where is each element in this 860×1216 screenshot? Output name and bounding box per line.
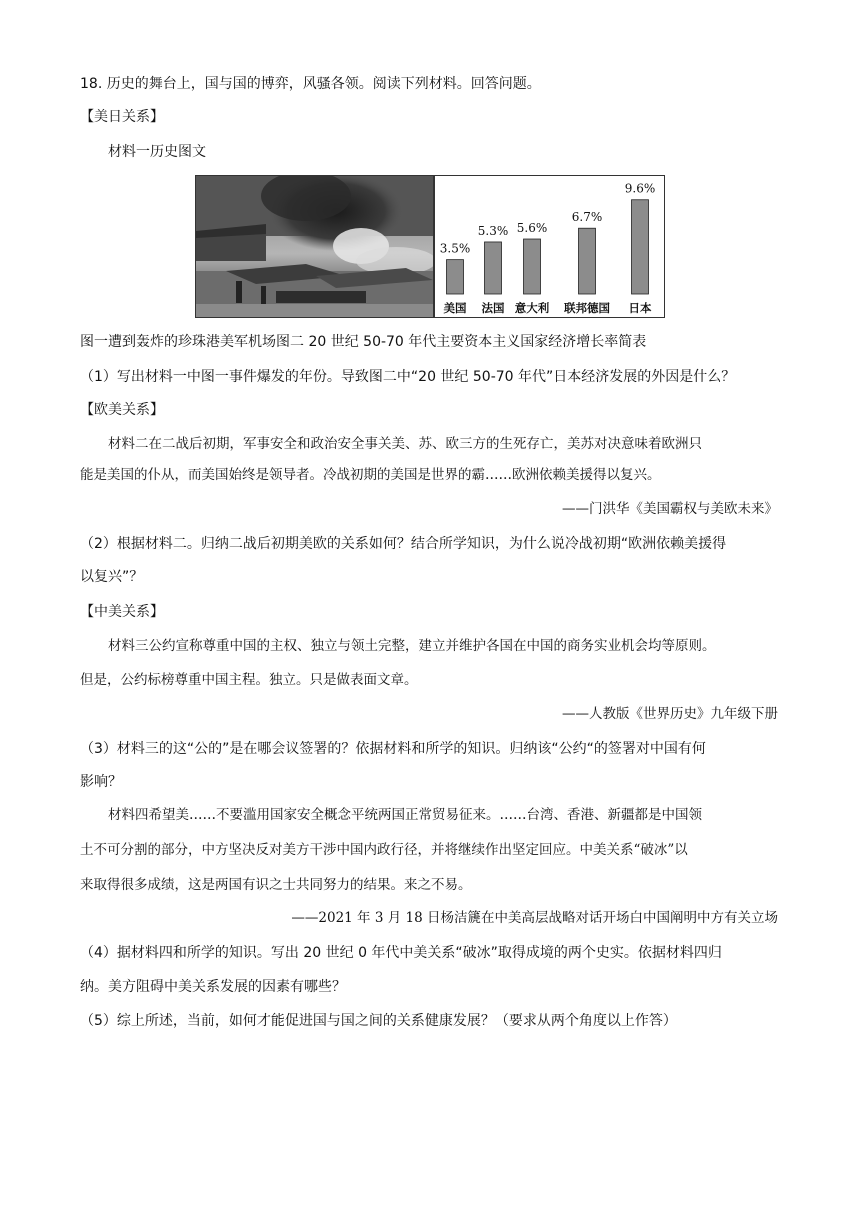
category-label-0: 美国 (443, 301, 467, 315)
pearl-harbor-photo (195, 175, 434, 318)
question-4-line-2: 纳。美方阻碍中美关系发展的因素有哪些？ (80, 979, 346, 995)
value-label-2: 5.6% (516, 221, 548, 236)
bar-4 (632, 200, 649, 294)
category-label-4: 日本 (628, 301, 652, 315)
material-2-line-2: 能是美国的仆从，而美国始终是领导者。冷战初期的美国是世界的霸……欧洲依赖美援得以复兴。 (80, 467, 661, 483)
material-4-line-1: 材料四希望美……不要滥用国家安全概念平统两国正常贸易征来。……台湾、香港、新疆都是中国领 (108, 807, 702, 823)
bar-3 (579, 228, 596, 294)
category-label-2: 意大利 (514, 301, 550, 315)
question-3-line-1: （3）材料三的这“公的”是在哪会议签署的？依据材料和所学的知识。归纳该“公约“的签署对中国有何 (80, 741, 706, 757)
material-1-label: 材料一历史图文 (108, 144, 206, 160)
figure-caption: 图一遭到轰炸的珍珠港美军机场图二 20 世纪 50-70 年代主要资本主义国家经济增长率简表 (80, 334, 647, 350)
material-3-line-2: 但是，公约标榜尊重中国主程。独立。只是做表面文章。 (80, 672, 418, 688)
question-2-line-2: 以复兴”？ (80, 569, 144, 585)
growth-rate-chart-svg (435, 176, 664, 317)
bar-2 (524, 239, 541, 294)
material-4-line-3: 来取得很多成绩，这是两国有识之士共同努力的结果。来之不易。 (80, 877, 472, 893)
category-label-1: 法国 (481, 301, 505, 315)
question-title: 18. 历史的舞台上，国与国的博弈，风骚各领。阅读下列材料。回答问题。 (80, 76, 541, 92)
category-label-3: 联邦德国 (564, 301, 610, 315)
question-4-line-1: （4）据材料四和所学的知识。写出 20 世纪 0 年代中美关系“破冰”取得成境的两个史实。依据材料四归 (80, 945, 722, 961)
section-us-europe: 【欧美关系】 (80, 402, 164, 418)
material-2-source: ——门洪华《美国霸权与美欧未来》 (562, 501, 778, 517)
value-label-0: 3.5% (439, 241, 471, 256)
value-label-3: 6.7% (571, 210, 603, 225)
question-5: （5）综上所述，当前，如何才能促进国与国之间的关系健康发展？（要求从两个角度以上作答） (80, 1013, 677, 1029)
section-china-us: 【中美关系】 (80, 604, 164, 620)
material-2-line-1: 材料二在二战后初期，军事安全和政治安全事关美、苏、欧三方的生死存亡，美苏对决意味着欧洲只 (108, 436, 702, 452)
value-label-1: 5.3% (477, 223, 509, 238)
pearl-harbor-illustration (196, 176, 433, 317)
material-4-source: ——2021 年 3 月 18 日杨洁篪在中美高层战略对话开场白中国阐明中方有关立场 (291, 910, 778, 926)
growth-rate-chart (434, 175, 665, 318)
bar-1 (485, 242, 502, 294)
material-3-source: ——人教版《世界历史》九年级下册 (562, 706, 778, 722)
section-us-japan: 【美日关系】 (80, 109, 164, 125)
question-1: （1）写出材料一中图一事件爆发的年份。导致图二中“20 世纪 50-70 年代”日本经济发展的外因是什么？ (80, 369, 736, 385)
question-2-line-1: （2）根据材料二。归纳二战后初期美欧的关系如何？结合所学知识，为什么说冷战初期“欧洲依赖美援得 (80, 536, 727, 552)
material-3-line-1: 材料三公约宣称尊重中国的主权、独立与领土完整，建立并维护各国在中国的商务实业机会均等原则。 (108, 638, 716, 654)
value-label-4: 9.6% (624, 181, 656, 196)
question-3-line-2: 影响？ (80, 774, 122, 790)
material-4-line-2: 土不可分割的部分，中方坚决反对美方干涉中国内政行径，并将继续作出坚定回应。中美关系“破冰”以 (80, 842, 688, 858)
bar-0 (447, 260, 464, 294)
